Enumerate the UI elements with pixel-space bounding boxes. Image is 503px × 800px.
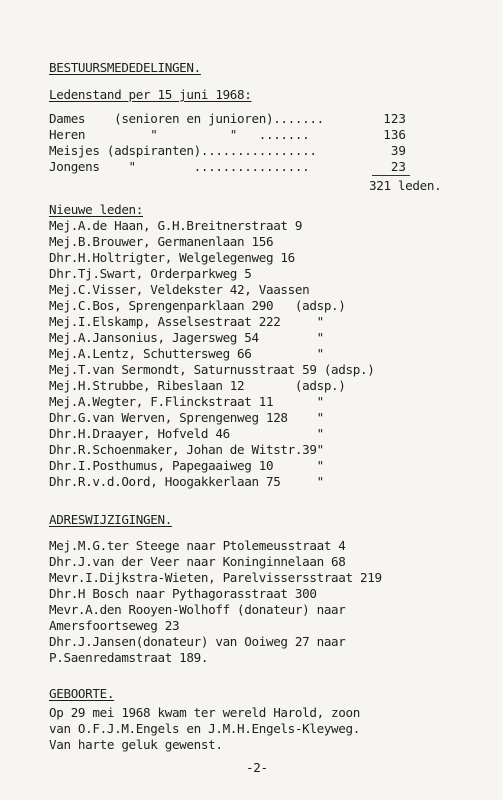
list-item: Mej.M.G.ter Steege naar Ptolemeusstraat 4: [49, 538, 346, 553]
list-item: Dhr.Tj.Swart, Orderparkweg 5: [49, 266, 252, 281]
paragraph-line: van O.F.J.M.Engels en J.M.H.Engels-Kleyweg.: [49, 721, 360, 736]
adreswijzigingen-heading: ADRESWIJZIGINGEN.: [49, 512, 172, 527]
list-item: Dhr.R.v.d.Oord, Hoogakkerlaan 75 ": [49, 474, 324, 489]
list-item: Dhr.H Bosch naar Pythagorasstraat 300: [49, 586, 317, 601]
sum-underline: [372, 175, 410, 176]
list-item: Mej.H.Strubbe, Ribeslaan 12 (adsp.): [49, 378, 346, 393]
ledenstand-heading: Ledenstand per 15 juni 1968:: [49, 87, 252, 102]
ledenstand-total: 321 leden.: [369, 178, 442, 193]
ledenstand-row-label: Meisjes (adspiranten)................: [49, 143, 317, 158]
list-item: Mej.B.Brouwer, Germanenlaan 156: [49, 234, 274, 249]
ledenstand-row-value: 123: [383, 111, 406, 126]
list-item: Mevr.A.den Rooyen-Wolhoff (donateur) naar: [49, 602, 346, 617]
list-item: Mej.A.de Haan, G.H.Breitnerstraat 9: [49, 218, 303, 233]
list-item: Dhr.J.van der Veer naar Koninginnelaan 68: [49, 554, 346, 569]
list-item: Mej.C.Visser, Veldekster 42, Vaassen: [49, 282, 310, 297]
ledenstand-row-label: Heren " " .......: [49, 127, 310, 142]
geboorte-heading: GEBOORTE.: [49, 686, 115, 701]
list-item: Dhr.R.Schoenmaker, Johan de Witstr.39": [49, 442, 324, 457]
list-item: Dhr.I.Posthumus, Papegaaiweg 10 ": [49, 458, 324, 473]
nieuwe-leden-heading: Nieuwe leden:: [49, 202, 144, 217]
paragraph-line: Van harte geluk gewenst.: [49, 737, 223, 752]
list-item: Mej.A.Lentz, Schuttersweg 66 ": [49, 346, 324, 361]
ledenstand-row-label: Jongens " ................: [49, 159, 310, 174]
list-item: P.Saenredamstraat 189.: [49, 650, 209, 665]
list-item: Mej.T.van Sermondt, Saturnusstraat 59 (adsp.): [49, 362, 375, 377]
ledenstand-row-label: Dames (senioren en junioren).......: [49, 111, 324, 126]
ledenstand-row-value: 39: [390, 143, 406, 158]
ledenstand-row-value: 23: [390, 159, 406, 174]
list-item: Mej.I.Elskamp, Asselsestraat 222 ": [49, 314, 324, 329]
list-item: Dhr.J.Jansen(donateur) van Ooiweg 27 naar: [49, 634, 346, 649]
list-item: Mej.C.Bos, Sprengenparklaan 290 (adsp.): [49, 298, 346, 313]
section-title: BESTUURSMEDEDELINGEN.: [49, 60, 201, 75]
ledenstand-row-value: 136: [383, 127, 406, 142]
list-item: Mej.A.Jansonius, Jagersweg 54 ": [49, 330, 324, 345]
list-item: Amersfoortseweg 23: [49, 618, 180, 633]
list-item: Dhr.H.Draayer, Hofveld 46 ": [49, 426, 324, 441]
list-item: Mej.A.Wegter, F.Flinckstraat 11 ": [49, 394, 324, 409]
list-item: Dhr.H.Holtrigter, Welgelegenweg 16: [49, 250, 295, 265]
list-item: Mevr.I.Dijkstra-Wieten, Parelvissersstraat 219: [49, 570, 382, 585]
paragraph-line: Op 29 mei 1968 kwam ter wereld Harold, zoon: [49, 705, 360, 720]
page-number: -2-: [246, 760, 268, 775]
list-item: Dhr.G.van Werven, Sprengenweg 128 ": [49, 410, 324, 425]
